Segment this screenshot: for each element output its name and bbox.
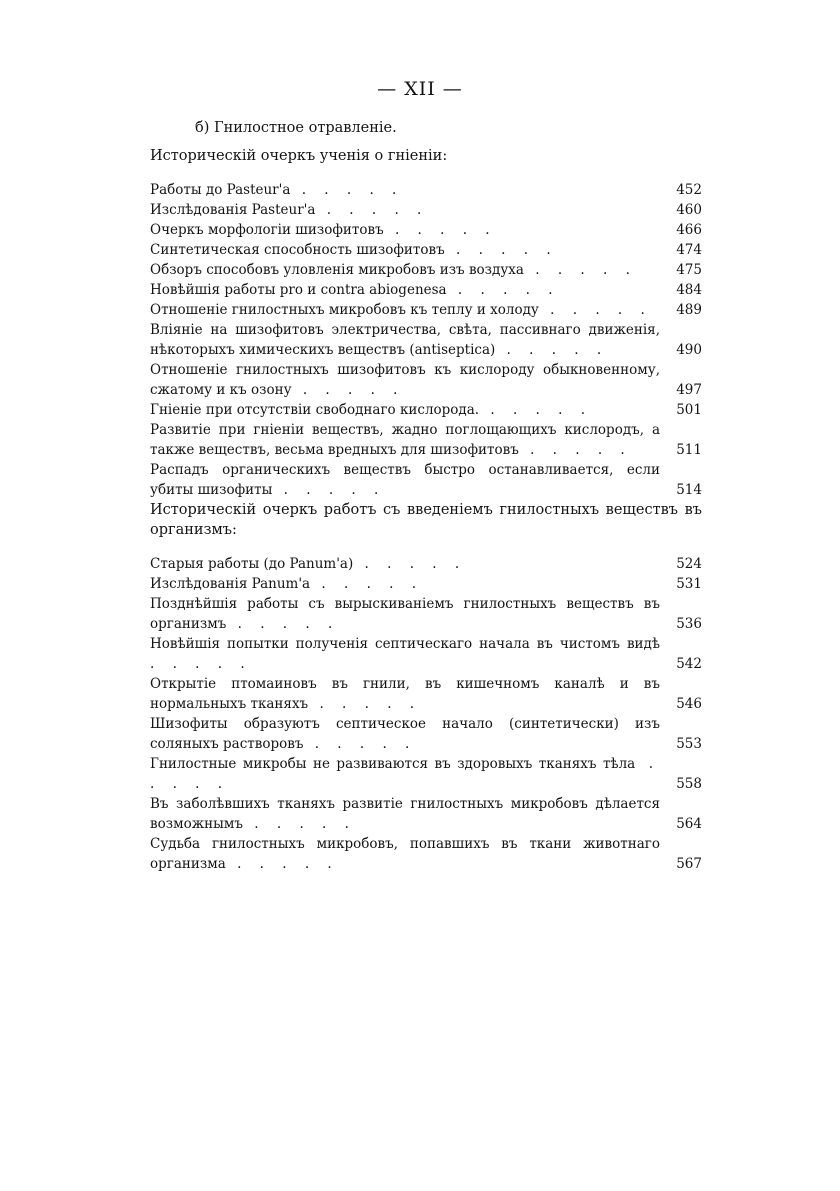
toc-entry-page: 564 (676, 816, 702, 832)
toc-entry (150, 360, 702, 400)
toc-entry-text: Гнилостные микробы не развиваются въ здоровыхъ тканяхъ тѣла . . . . . (150, 756, 660, 792)
leader-dots: . . . . . (479, 402, 593, 418)
leader-dots: . . . . . (242, 816, 356, 832)
group-title: Историческій очеркъ ученія о гніеніи: (150, 148, 448, 164)
toc-entry-text: Новѣйшія попытки полученія септическаго начала въ чистомъ видѣ . . . . . (150, 636, 660, 672)
toc-entry-text: Изслѣдованія Pasteur'a . . . . . (150, 202, 429, 218)
toc-entry-page: 511 (676, 442, 702, 458)
leader-dots: . . . . . (291, 382, 405, 398)
leader-dots: . . . . . (523, 262, 637, 278)
leader-dots: . . . . . (538, 302, 652, 318)
toc-entry-text: Вліяніе на шизофитовъ электричества, свѣта, пассивнаго движенія, нѣкоторыхъ химическихъ веществъ (antiseptica) . . . . . (150, 322, 660, 358)
toc-entry-text: Развитіе при гніеніи веществъ, жадно поглощающихъ кислородъ, а также веществъ, весьма вредныхъ для шизофитовъ . . . . . (150, 422, 660, 458)
toc-group (150, 500, 702, 874)
toc-entry (150, 280, 702, 300)
toc-entry-page: 475 (676, 262, 702, 278)
toc-entry-text: Старыя работы (до Panum'a) . . . . . (150, 556, 467, 572)
toc-entry-page: 567 (676, 856, 702, 872)
toc-entry-page: 501 (676, 402, 702, 418)
leader-dots: . . . . . (225, 856, 339, 872)
leader-dots: . . . . . (495, 342, 609, 358)
leader-dots: . . . . . (315, 202, 429, 218)
toc-entry-text: Позднѣйшія работы съ вырыскиваніемъ гнилостныхъ веществъ въ организмъ . . . . . (150, 596, 660, 632)
leader-dots: . . . . . (150, 756, 660, 792)
toc-entry-page: 514 (676, 482, 702, 498)
toc-entry-page: 531 (676, 576, 702, 592)
toc-entry (150, 754, 702, 794)
toc-entry (150, 200, 702, 220)
toc-entry (150, 220, 702, 240)
toc-entry (150, 300, 702, 320)
toc-entry-page: 542 (676, 656, 702, 672)
leader-dots: . . . . . (353, 556, 467, 572)
toc-entry (150, 180, 702, 200)
toc-entry-page: 536 (676, 616, 702, 632)
toc-entry (150, 714, 702, 754)
toc-entry-page: 546 (676, 696, 702, 712)
toc-entry (150, 320, 702, 360)
toc-entry-text: Шизофиты образуютъ септическое начало (синтетически) изъ соляныхъ растворовъ . . . . . (150, 716, 660, 752)
leader-dots: . . . . . (310, 576, 424, 592)
toc-entry-page: 460 (676, 202, 702, 218)
toc-entry-page: 497 (676, 382, 702, 398)
leader-dots: . . . . . (303, 736, 417, 752)
toc-entry (150, 594, 702, 634)
subsection-heading: б) Гнилостное отравленіе. (195, 120, 397, 136)
toc-entry-text: Отношеніе гнилостныхъ шизофитовъ къ кислороду обыкновенному, сжатому и къ озону . . . . . (150, 362, 660, 398)
leader-dots: . . . . . (383, 222, 497, 238)
toc-entry-text: Новѣйшія работы pro и contra abiogenesa . . . . . (150, 282, 560, 298)
toc-entry-page: 558 (676, 776, 702, 792)
leader-dots: . . . . . (290, 182, 404, 198)
toc-entry-page: 466 (676, 222, 702, 238)
toc-entry (150, 574, 702, 594)
toc-entry-text: Синтетическая способность шизофитовъ . . . . . (150, 242, 558, 258)
toc-entry-page: 474 (676, 242, 702, 258)
toc-entry (150, 554, 702, 574)
toc-entry (150, 834, 702, 874)
toc-entry-text: Обзоръ способовъ уловленія микробовъ изъ воздуха . . . . . (150, 262, 637, 278)
toc-entry (150, 260, 702, 280)
toc-entry-page: 489 (676, 302, 702, 318)
toc-entry-text: Отношеніе гнилостныхъ микробовъ къ теплу и холоду . . . . . (150, 302, 652, 318)
leader-dots: . . . . . (444, 242, 558, 258)
toc-entry (150, 674, 702, 714)
toc-entry-text: Работы до Pasteur'a . . . . . (150, 182, 404, 198)
toc-entry-text: Очеркъ морфологіи шизофитовъ . . . . . (150, 222, 497, 238)
toc-entry-page: 553 (676, 736, 702, 752)
leader-dots: . . . . . (150, 656, 252, 672)
toc-entry-page: 524 (676, 556, 702, 572)
toc-entry-text: Судьба гнилостныхъ микробовъ, попавшихъ въ ткани животнаго организма . . . . . (150, 836, 660, 872)
page-number: — XII — (377, 78, 463, 100)
toc-entry-page: 490 (676, 342, 702, 358)
toc-group (150, 146, 702, 500)
toc-entry (150, 794, 702, 834)
toc-entry (150, 634, 702, 674)
toc-entry-text: Распадъ органическихъ веществъ быстро останавливается, если убиты шизофиты . . . . . (150, 462, 660, 498)
group-title: Историческій очеркъ работъ съ введеніемъ гнилостныхъ веществъ въ организмъ: (150, 502, 702, 538)
toc-entry-page: 484 (676, 282, 702, 298)
toc-entries (150, 180, 702, 500)
leader-dots: . . . . . (446, 282, 560, 298)
toc-entry-page: 452 (676, 182, 702, 198)
leader-dots: . . . . . (518, 442, 632, 458)
leader-dots: . . . . . (308, 696, 422, 712)
toc-entry (150, 240, 702, 260)
toc-entry-text: Гніеніе при отсутствіи свободнаго кислорода. . . . . . (150, 402, 593, 418)
toc-entries (150, 554, 702, 874)
toc-entry-text: Въ заболѣвшихъ тканяхъ развитіе гнилостныхъ микробовъ дѣлается возможнымъ . . . . . (150, 796, 660, 832)
toc-entry (150, 420, 702, 460)
toc-entry-text: Изслѣдованія Panum'a . . . . . (150, 576, 424, 592)
toc-entry-text: Открытіе птомаиновъ въ гнили, въ кишечномъ каналѣ и въ нормальныхъ тканяхъ . . . . . (150, 676, 660, 712)
toc-entry (150, 400, 702, 420)
leader-dots: . . . . . (272, 482, 386, 498)
toc-entry (150, 460, 702, 500)
leader-dots: . . . . . (226, 616, 340, 632)
